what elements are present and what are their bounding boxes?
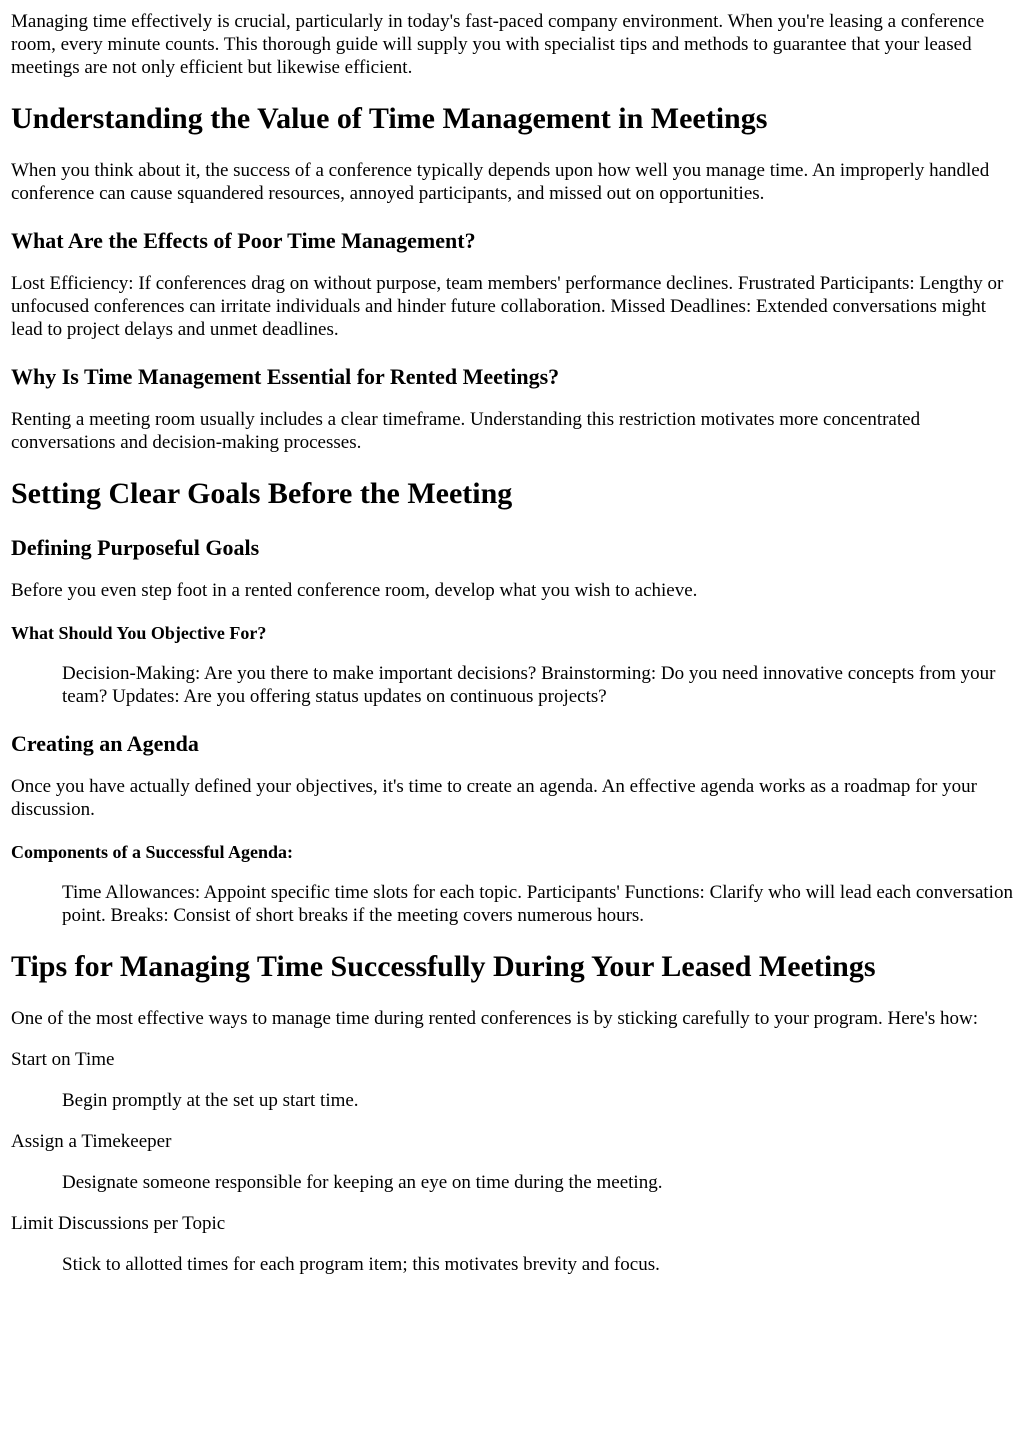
subsection-paragraph: Lost Efficiency: If conferences drag on without purpose, team members' performance declines. Frustrated Participants: Lengthy or unfocused conferences can irritate individuals and hinder future collaboration. Missed Deadlines: Extended conversations might lead to project delays and unmet deadlines.: [11, 273, 1004, 340]
intro-paragraph: Managing time effectively is crucial, particularly in today's fast-paced company environment. When you're leasing a conference room, every minute counts. This thorough guide will supply you with specialist tips and methods to guarantee that your leased meetings are not only efficient but likewise efficient.: [11, 11, 985, 78]
tip-description: Designate someone responsible for keeping an eye on time during the meeting.: [62, 1172, 663, 1193]
tip-term: Assign a Timekeeper: [11, 1131, 172, 1152]
article: [0, 10, 1024, 1276]
subsection-paragraph: Before you even step foot in a rented conference room, develop what you wish to achieve.: [11, 580, 698, 601]
tip-description: Stick to allotted times for each program item; this motivates brevity and focus.: [62, 1254, 660, 1275]
subheading-rented-meetings: Why Is Time Management Essential for Rented Meetings?: [11, 364, 560, 389]
subheading-poor-time-management: What Are the Effects of Poor Time Management?: [11, 228, 476, 253]
minor-heading-agenda-components: Components of a Successful Agenda:: [11, 842, 294, 862]
subheading-creating-agenda: Creating an Agenda: [11, 731, 199, 756]
subheading-purposeful-goals: Defining Purposeful Goals: [11, 535, 260, 560]
section-paragraph: One of the most effective ways to manage time during rented conferences is by sticking carefully to your program. Here's how:: [11, 1008, 979, 1029]
agenda-components-quote: Time Allowances: Appoint specific time slots for each topic. Participants' Functions: Clarify who will lead each conversation point. Breaks: Consist of short breaks if the meeting covers numerous hours.: [62, 882, 1013, 926]
tip-description: Begin promptly at the set up start time.: [62, 1090, 359, 1111]
tip-term: Limit Discussions per Topic: [11, 1213, 226, 1234]
tips-list: [11, 1048, 1014, 1276]
section-heading-tips: Tips for Managing Time Successfully During Your Leased Meetings: [11, 950, 876, 983]
subsection-paragraph: Once you have actually defined your objectives, it's time to create an agenda. An effective agenda works as a roadmap for your discussion.: [11, 776, 977, 820]
section-heading-time-management-value: Understanding the Value of Time Management in Meetings: [11, 102, 768, 135]
section-paragraph: When you think about it, the success of a conference typically depends upon how well you manage time. An improperly handled conference can cause squandered resources, annoyed participants, and missed out on opportunities.: [11, 160, 990, 204]
objectives-quote: Decision-Making: Are you there to make important decisions? Brainstorming: Do you need innovative concepts from your team? Updates: Are you offering status updates on continuous projects?: [62, 663, 996, 707]
section-heading-clear-goals: Setting Clear Goals Before the Meeting: [11, 477, 513, 510]
subsection-paragraph: Renting a meeting room usually includes a clear timeframe. Understanding this restriction motivates more concentrated conversations and decision-making processes.: [11, 409, 921, 453]
tip-term: Start on Time: [11, 1049, 115, 1070]
minor-heading-objective: What Should You Objective For?: [11, 623, 267, 643]
